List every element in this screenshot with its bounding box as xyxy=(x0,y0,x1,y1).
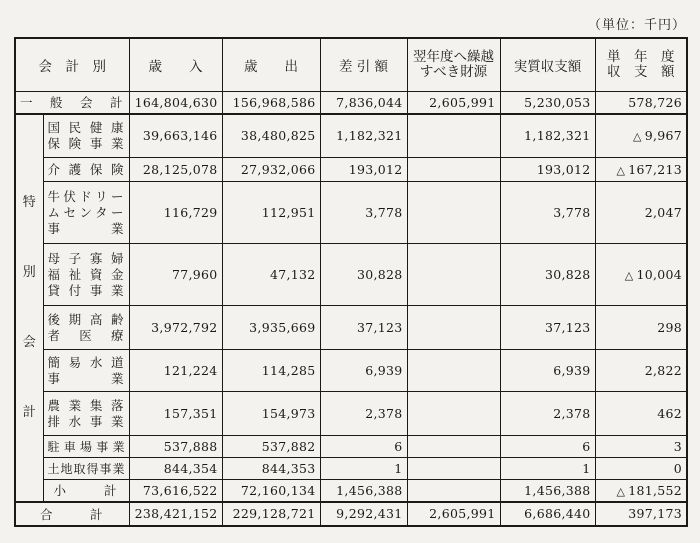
cell-revenue: 157,351 xyxy=(129,392,222,436)
cell-carryover xyxy=(407,458,500,480)
special-label-char: 別 xyxy=(22,264,36,280)
row-label: 後期高齢 者 医 療 xyxy=(43,306,129,350)
cell-balance: 1,182,321 xyxy=(320,114,407,158)
general-revenue: 164,804,630 xyxy=(129,92,222,114)
row-label: 簡易水道 事 業 xyxy=(43,350,129,392)
cell-real-balance: 193,012 xyxy=(500,158,595,182)
unit-label: （単位：千円） xyxy=(587,18,686,33)
header-row xyxy=(15,38,687,92)
special-label-char: 特 xyxy=(22,194,36,210)
cell-revenue: 121,224 xyxy=(129,350,222,392)
special-label-char: 計 xyxy=(22,404,36,420)
special-label-char: 会 xyxy=(22,334,36,350)
cell-real-balance: 6,939 xyxy=(500,350,595,392)
cell-carryover xyxy=(407,350,500,392)
row-label: 土地取得事業 xyxy=(43,458,129,480)
cell-balance: 37,123 xyxy=(320,306,407,350)
cell-real-balance: 37,123 xyxy=(500,306,595,350)
header-revenue: 歳 入 xyxy=(129,38,222,92)
total-row xyxy=(15,502,687,526)
header-expenditure: 歳 出 xyxy=(222,38,320,92)
table-row xyxy=(15,436,687,458)
cell-balance: 6,939 xyxy=(320,350,407,392)
header-single-year: 単 年 度 収 支 額 xyxy=(595,38,687,92)
row-label: 母子寡婦 福祉資金 貸付事業 xyxy=(43,244,129,306)
cell-single-year: △ 10,004 xyxy=(595,244,687,306)
cell-balance: 3,778 xyxy=(320,182,407,244)
subtotal-carryover xyxy=(407,480,500,502)
cell-balance: 1 xyxy=(320,458,407,480)
negative-mark: △ xyxy=(624,269,634,282)
cell-expenditure: 3,935,669 xyxy=(222,306,320,350)
cell-expenditure: 154,973 xyxy=(222,392,320,436)
table-row xyxy=(15,114,687,158)
cell-revenue: 3,972,792 xyxy=(129,306,222,350)
total-label: 合 計 xyxy=(15,502,129,526)
cell-single-year: △ 167,213 xyxy=(595,158,687,182)
subtotal-label: 小 計 xyxy=(43,480,129,502)
cell-expenditure: 38,480,825 xyxy=(222,114,320,158)
table-row xyxy=(15,244,687,306)
cell-expenditure: 47,132 xyxy=(222,244,320,306)
cell-revenue: 28,125,078 xyxy=(129,158,222,182)
cell-real-balance: 1,182,321 xyxy=(500,114,595,158)
cell-expenditure: 27,932,066 xyxy=(222,158,320,182)
cell-single-year: 2,822 xyxy=(595,350,687,392)
cell-carryover xyxy=(407,158,500,182)
subtotal-real-balance: 1,456,388 xyxy=(500,480,595,502)
total-balance: 9,292,431 xyxy=(320,502,407,526)
cell-single-year: 298 xyxy=(595,306,687,350)
cell-single-year: 462 xyxy=(595,392,687,436)
total-revenue: 238,421,152 xyxy=(129,502,222,526)
subtotal-single-year: △ 181,552 xyxy=(595,480,687,502)
total-carryover: 2,605,991 xyxy=(407,502,500,526)
subtotal-revenue: 73,616,522 xyxy=(129,480,222,502)
subtotal-balance: 1,456,388 xyxy=(320,480,407,502)
cell-carryover xyxy=(407,114,500,158)
row-label: 介護保険 xyxy=(43,158,129,182)
cell-balance: 6 xyxy=(320,436,407,458)
cell-expenditure: 537,882 xyxy=(222,436,320,458)
settlement-table xyxy=(14,37,688,527)
total-expenditure: 229,128,721 xyxy=(222,502,320,526)
row-label: 牛伏ドリー ムセンター 事 業 xyxy=(43,182,129,244)
negative-mark: △ xyxy=(616,164,626,177)
cell-revenue: 844,354 xyxy=(129,458,222,480)
row-label: 国民健康 保険事業 xyxy=(43,114,129,158)
cell-single-year: 2,047 xyxy=(595,182,687,244)
cell-real-balance: 6 xyxy=(500,436,595,458)
table-row xyxy=(15,458,687,480)
cell-revenue: 537,888 xyxy=(129,436,222,458)
header-category: 会 計 別 xyxy=(15,38,129,92)
header-real-balance: 実質収支額 xyxy=(500,38,595,92)
general-account-label: 一般会計 xyxy=(15,92,129,114)
cell-expenditure: 112,951 xyxy=(222,182,320,244)
cell-carryover xyxy=(407,182,500,244)
cell-balance: 30,828 xyxy=(320,244,407,306)
cell-real-balance: 3,778 xyxy=(500,182,595,244)
table-row xyxy=(15,182,687,244)
general-single-year: 578,726 xyxy=(595,92,687,114)
general-real-balance: 5,230,053 xyxy=(500,92,595,114)
row-label: 農業集落 排水事業 xyxy=(43,392,129,436)
cell-single-year: △ 9,967 xyxy=(595,114,687,158)
special-account-label xyxy=(15,114,43,502)
cell-real-balance: 30,828 xyxy=(500,244,595,306)
header-carryover: 翌年度へ繰越 すべき財源 xyxy=(407,38,500,92)
negative-mark: △ xyxy=(632,130,642,144)
table-row xyxy=(15,158,687,182)
cell-carryover xyxy=(407,436,500,458)
header-balance: 差 引 額 xyxy=(320,38,407,92)
row-label: 駐車場事業 xyxy=(43,436,129,458)
negative-mark: △ xyxy=(616,484,626,498)
cell-revenue: 77,960 xyxy=(129,244,222,306)
cell-single-year: 3 xyxy=(595,436,687,458)
cell-balance: 193,012 xyxy=(320,158,407,182)
cell-carryover xyxy=(407,392,500,436)
cell-balance: 2,378 xyxy=(320,392,407,436)
cell-expenditure: 114,285 xyxy=(222,350,320,392)
cell-revenue: 39,663,146 xyxy=(129,114,222,158)
total-real-balance: 6,686,440 xyxy=(500,502,595,526)
total-single-year: 397,173 xyxy=(595,502,687,526)
general-carryover: 2,605,991 xyxy=(407,92,500,114)
cell-carryover xyxy=(407,306,500,350)
table-row xyxy=(15,350,687,392)
cell-expenditure: 844,353 xyxy=(222,458,320,480)
table-row xyxy=(15,392,687,436)
general-account-row xyxy=(15,92,687,114)
cell-revenue: 116,729 xyxy=(129,182,222,244)
table-row xyxy=(15,306,687,350)
cell-real-balance: 2,378 xyxy=(500,392,595,436)
subtotal-row xyxy=(15,480,687,502)
cell-carryover xyxy=(407,244,500,306)
cell-real-balance: 1 xyxy=(500,458,595,480)
subtotal-expenditure: 72,160,134 xyxy=(222,480,320,502)
cell-single-year: 0 xyxy=(595,458,687,480)
general-balance: 7,836,044 xyxy=(320,92,407,114)
general-expenditure: 156,968,586 xyxy=(222,92,320,114)
